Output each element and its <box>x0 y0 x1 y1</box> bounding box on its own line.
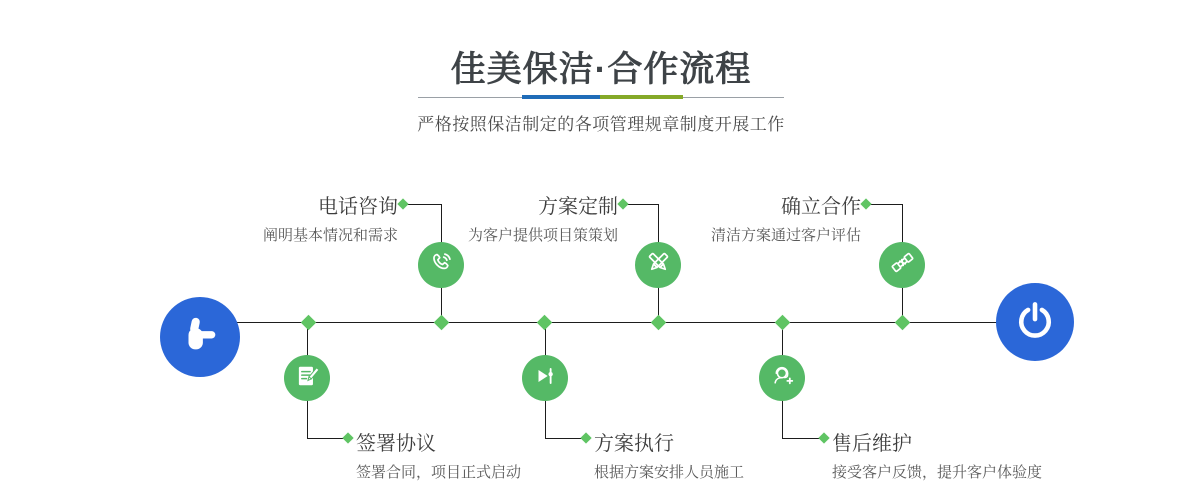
step-title: 售后维护 <box>832 433 912 455</box>
step-circle-aftersales <box>759 355 805 401</box>
timeline-diamond <box>895 315 911 331</box>
timeline-diamond <box>434 315 450 331</box>
play-icon <box>532 363 558 394</box>
step-label-contract <box>356 427 521 482</box>
step-title: 电话咨询 <box>318 196 398 218</box>
label-diamond <box>860 198 871 209</box>
timeline-diamond <box>775 315 791 331</box>
connector-line <box>868 204 902 205</box>
timeline-diamond <box>301 315 317 331</box>
connector-line <box>405 204 441 205</box>
start-node <box>160 297 240 377</box>
contract-icon <box>294 363 320 394</box>
step-title: 确立合作 <box>781 196 861 218</box>
title-divider-blue-segment <box>522 95 600 99</box>
label-diamond <box>580 432 591 443</box>
step-desc: 签署合同，项目正式启动 <box>356 464 522 481</box>
handshake-icon <box>889 249 916 281</box>
step-desc: 为客户提供项目策策划 <box>467 227 618 244</box>
step-circle-execute <box>522 355 568 401</box>
step-circle-phone <box>418 242 464 288</box>
step-label-plan <box>468 190 618 245</box>
step-desc: 清洁方案通过客户评估 <box>710 227 861 244</box>
label-diamond <box>818 432 829 443</box>
step-desc: 阐明基本情况和需求 <box>262 227 398 244</box>
timeline-diamond <box>537 315 553 331</box>
step-desc: 接受客户反馈，提升客户体验度 <box>832 464 1043 481</box>
title-divider-green-segment <box>600 95 683 99</box>
end-node <box>996 283 1074 361</box>
page-subtitle: 严格按照保洁制定的各项管理规章制度开展工作 <box>417 115 785 134</box>
timeline-diamond <box>651 315 667 331</box>
step-label-execute <box>594 427 744 482</box>
step-title: 签署协议 <box>356 433 436 455</box>
connector-line <box>625 204 658 205</box>
step-desc: 根据方案安排人员施工 <box>594 464 745 481</box>
label-diamond <box>342 432 353 443</box>
step-circle-cooperation <box>879 242 925 288</box>
connector-line <box>307 438 346 439</box>
step-label-cooperation <box>711 190 861 245</box>
step-circle-contract <box>284 355 330 401</box>
phone-icon <box>428 250 454 281</box>
power-icon <box>1013 298 1057 347</box>
step-label-phone <box>263 190 398 245</box>
step-label-aftersales <box>832 427 1042 482</box>
label-diamond <box>397 198 408 209</box>
customer-service-icon <box>769 362 796 394</box>
page-title: 佳美保洁·合作流程 <box>450 50 752 89</box>
step-circle-plan <box>635 242 681 288</box>
hand-pointer-icon <box>177 312 223 363</box>
step-title: 方案执行 <box>594 433 674 455</box>
label-diamond <box>617 198 628 209</box>
step-title: 方案定制 <box>538 196 618 218</box>
crossed-pencils-icon <box>645 249 672 281</box>
